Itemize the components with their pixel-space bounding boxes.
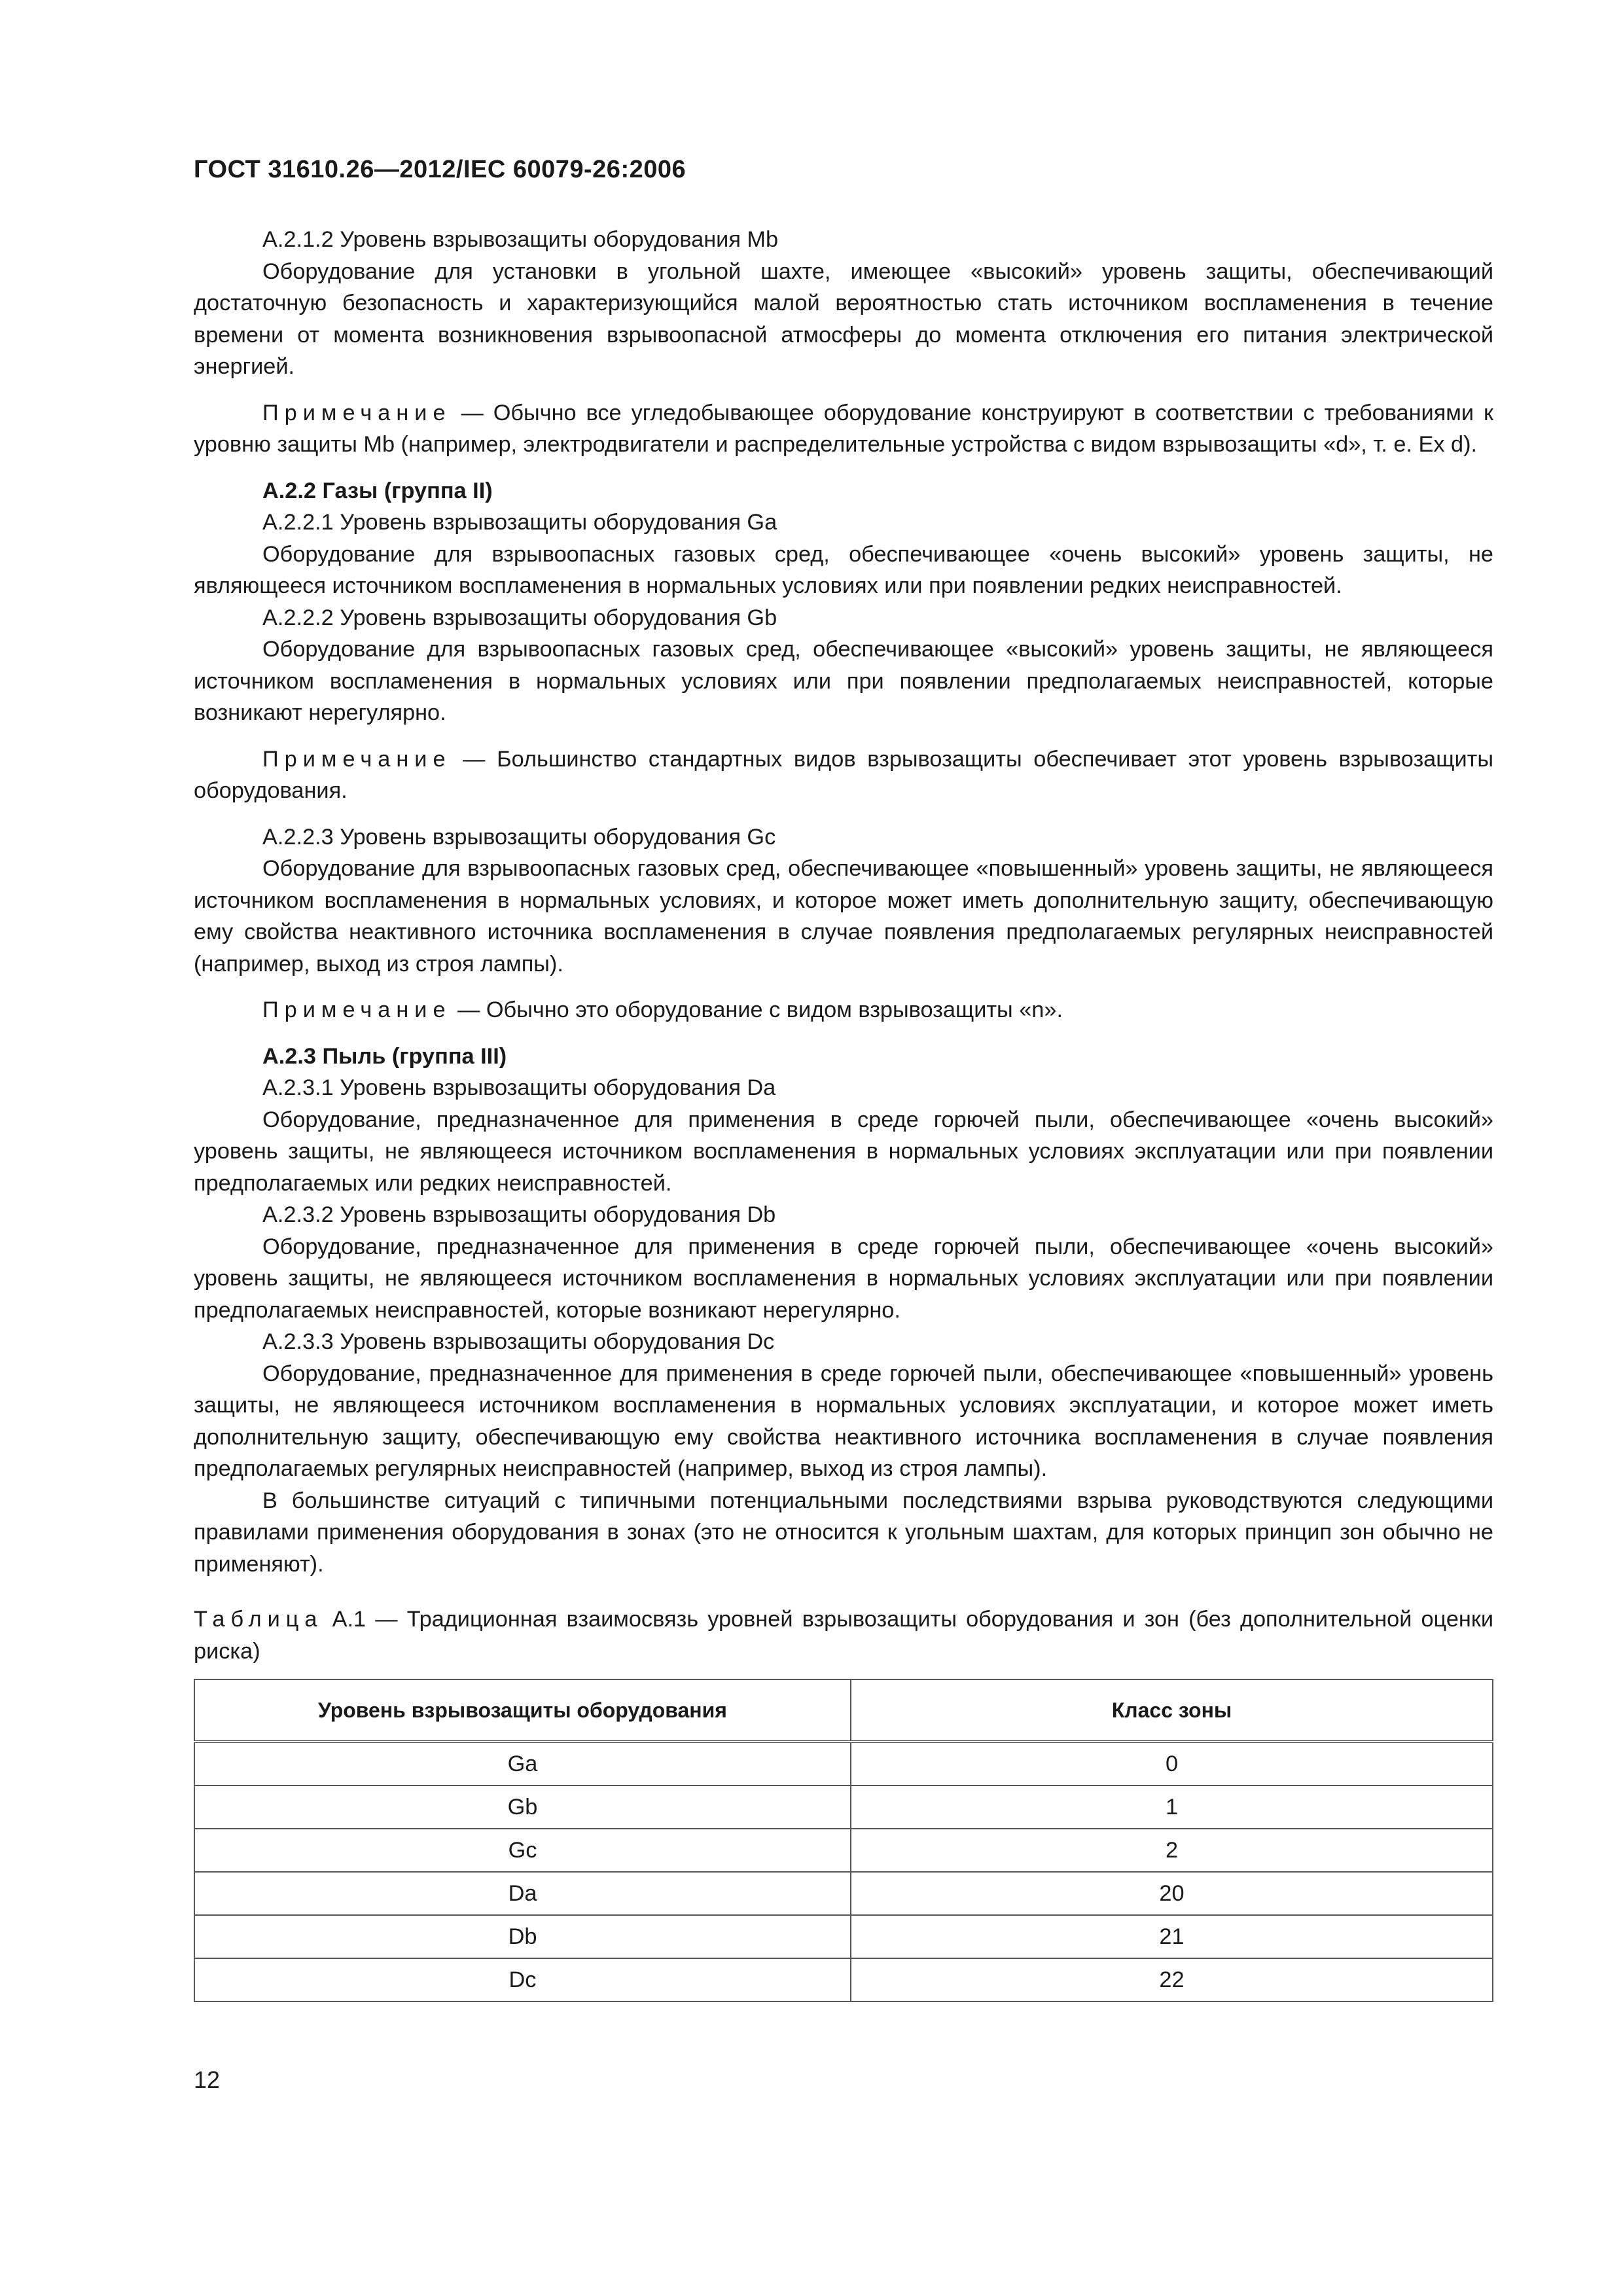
- clause-a221-heading: A.2.2.1 Уровень взрывозащиты оборудования Ga: [262, 510, 777, 535]
- clause-a232-heading: A.2.3.2 Уровень взрывозащиты оборудования Db: [262, 1202, 776, 1227]
- note-label: Примечание: [262, 746, 452, 772]
- table-label: Таблица: [194, 1607, 323, 1632]
- clause-a231-text: Оборудование, предназначенное для применения в среде горючей пыли, обеспечивающее «очень высокий» уровень защиты, не являющееся источником воспламенения в нормальных условиях эксплуатации или при появлении предполагаемых или редких неисправностей.: [194, 1107, 1493, 1196]
- clause-a222-heading: A.2.2.2 Уровень взрывозащиты оборудования Gb: [262, 605, 777, 630]
- note-text: — Большинство стандартных видов взрывозащиты обеспечивает этот уровень взрывозащиты оборудования.: [194, 746, 1493, 803]
- section-a23-title: A.2.3 Пыль (группа III): [262, 1043, 507, 1069]
- page-number: 12: [194, 2066, 221, 2093]
- table-cell: 20: [851, 1872, 1493, 1915]
- column-header-zone: Класс зоны: [851, 1679, 1493, 1742]
- table-cell: 21: [851, 1915, 1493, 1958]
- section-a22-title: A.2.2 Газы (группа II): [262, 478, 493, 503]
- table-cell: 1: [851, 1785, 1493, 1829]
- clause-a233-text: Оборудование, предназначенное для применения в среде горючей пыли, обеспечивающее «повышенный» уровень защиты, не являющееся источником воспламенения в нормальных условиях эксплуатации, и которое может иметь дополнительную защиту, обеспечивающую ему свойства неактивного источника воспламенения в случае появления предполагаемых регулярных неисправностей (например, выход из строя лампы).: [194, 1361, 1493, 1481]
- table-caption: [194, 1604, 1493, 1667]
- table-row: [194, 1785, 1493, 1829]
- clause-a223-text: Оборудование для взрывоопасных газовых сред, обеспечивающее «повышенный» уровень защиты, не являющееся источником воспламенения в нормальных условиях, и которое может иметь дополнительную защиту, обеспечивающую ему свойства неактивного источника воспламенения в случае появления предполагаемых регулярных неисправностей (например, выход из строя лампы).: [194, 856, 1493, 977]
- table-cell: Gb: [194, 1785, 851, 1829]
- table-row: [194, 1829, 1493, 1872]
- clause-a223-heading: A.2.2.3 Уровень взрывозащиты оборудования Gc: [262, 824, 776, 850]
- table-header-row: [194, 1679, 1493, 1742]
- table-cell: Dc: [194, 1958, 851, 2001]
- note-2: [194, 744, 1493, 807]
- zone-table: [194, 1679, 1493, 2002]
- document-page: [194, 0, 1493, 2296]
- note-3: [194, 994, 1493, 1026]
- table-cell: 22: [851, 1958, 1493, 2001]
- note-text: — Обычно это оборудование с видом взрывозащиты «n».: [451, 997, 1063, 1022]
- clause-a232-text: Оборудование, предназначенное для применения в среде горючей пыли, обеспечивающее «очень высокий» уровень защиты, не являющееся источником воспламенения в нормальных условиях эксплуатации или при появлении предполагаемых неисправностей, которые возникают нерегулярно.: [194, 1234, 1493, 1323]
- table-row: [194, 1958, 1493, 2001]
- document-header: ГОСТ 31610.26—2012/IEC 60079-26:2006: [194, 156, 687, 183]
- note-1: [194, 397, 1493, 461]
- table-cell: Ga: [194, 1742, 851, 1785]
- table-caption-text: A.1 — Традиционная взаимосвязь уровней взрывозащиты оборудования и зон (без дополнительной оценки риска): [194, 1607, 1493, 1664]
- table-row: [194, 1915, 1493, 1958]
- table-cell: Db: [194, 1915, 851, 1958]
- clause-a212-text: Оборудование для установки в угольной шахте, имеющее «высокий» уровень защиты, обеспечивающий достаточную безопасность и характеризующийся малой вероятностью стать источником воспламенения в течение времени от момента возникновения взрывоопасной атмосферы до момента отключения его питания электрической энергией.: [194, 259, 1493, 379]
- clause-a212-heading: A.2.1.2 Уровень взрывозащиты оборудования Mb: [262, 227, 779, 252]
- table-cell: Da: [194, 1872, 851, 1915]
- table-cell: 2: [851, 1829, 1493, 1872]
- table-row: [194, 1742, 1493, 1785]
- clause-a233-heading: A.2.3.3 Уровень взрывозащиты оборудования Dc: [262, 1329, 775, 1354]
- table-cell: 0: [851, 1742, 1493, 1785]
- table-cell: Gc: [194, 1829, 851, 1872]
- column-header-level: Уровень взрывозащиты оборудования: [194, 1679, 851, 1742]
- note-label: Примечание: [262, 997, 452, 1022]
- table-row: [194, 1872, 1493, 1915]
- clause-a221-text: Оборудование для взрывоопасных газовых сред, обеспечивающее «очень высокий» уровень защиты, не являющееся источником воспламенения в нормальных условиях или при появлении редких неисправностей.: [194, 541, 1493, 598]
- clause-a222-text: Оборудование для взрывоопасных газовых сред, обеспечивающее «высокий» уровень защиты, не являющееся источником воспламенения в нормальных условиях или при появлении предполагаемых неисправностей, которые возникают нерегулярно.: [194, 637, 1493, 725]
- zone-rules-text: В большинстве ситуаций с типичными потенциальными последствиями взрыва руководствуются следующими правилами применения оборудования в зонах (это не относится к угольным шахтам, для которых принцип зон обычно не применяют).: [194, 1488, 1493, 1577]
- note-text: — Обычно все угледобывающее оборудование конструируют в соответствии с требованиями к уровню защиты Mb (например, электродвигатели и распределительные устройства с видом взрывозащиты «d», т. е. Ex d).: [194, 400, 1493, 457]
- document-body: [194, 224, 1493, 2002]
- note-label: Примечание: [262, 400, 452, 425]
- clause-a231-heading: A.2.3.1 Уровень взрывозащиты оборудования Da: [262, 1075, 776, 1100]
